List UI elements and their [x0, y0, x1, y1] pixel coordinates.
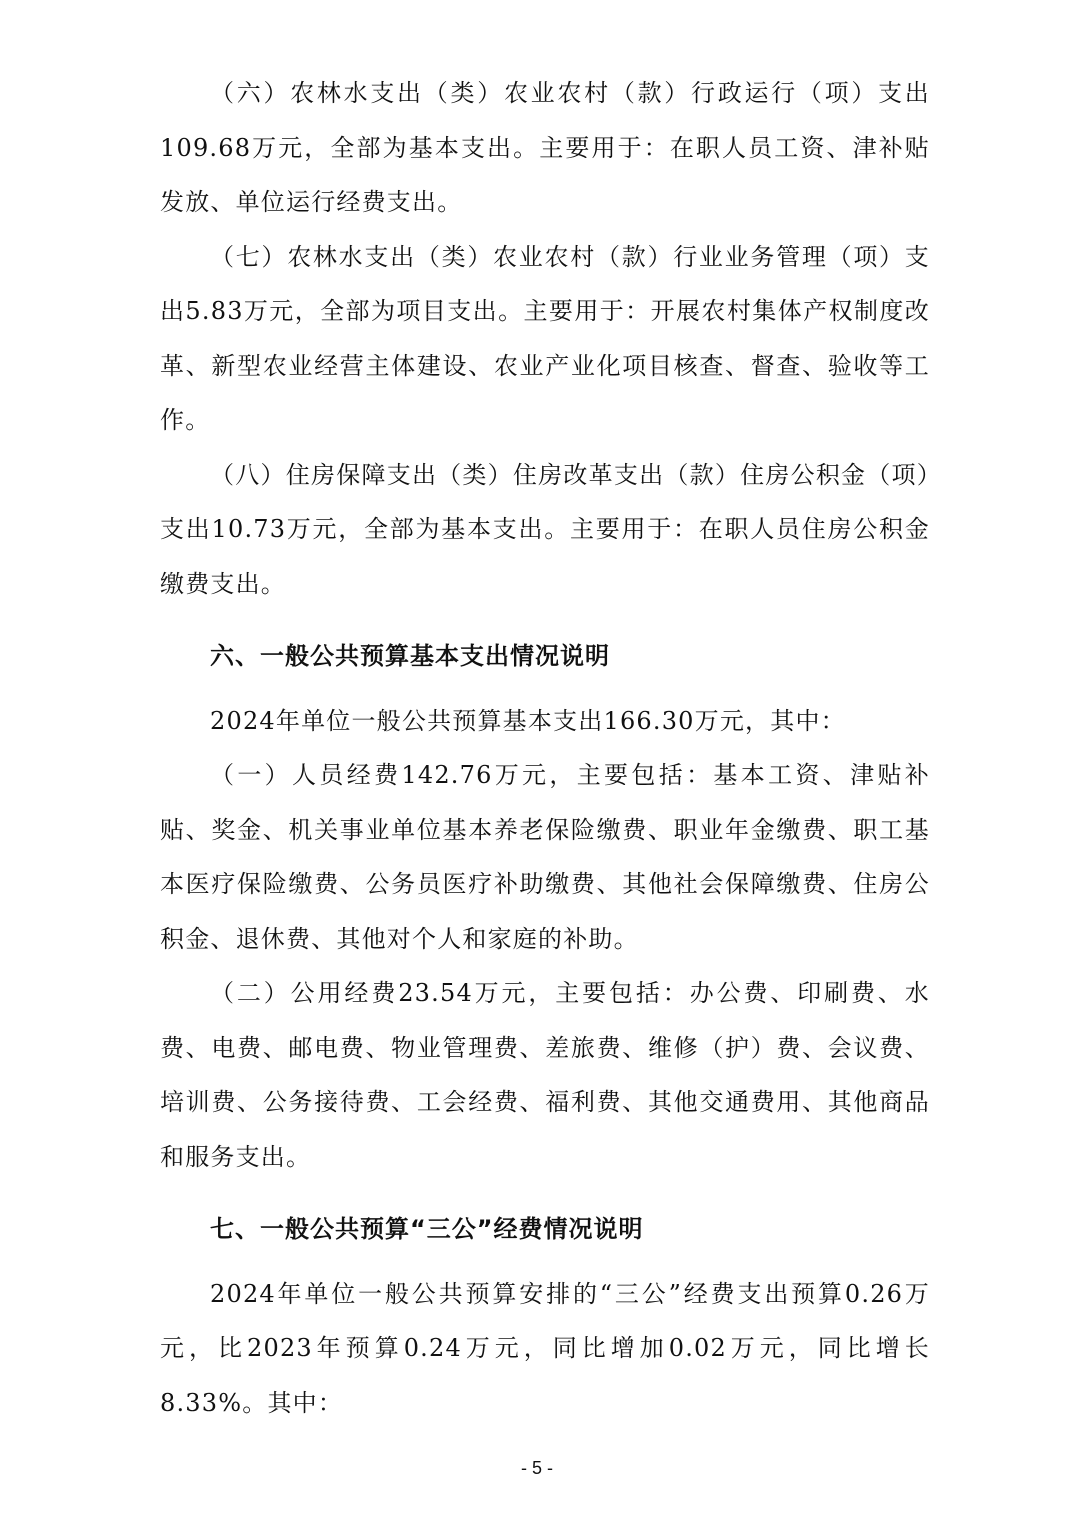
paragraph-basic-expenditure-intro: 2024年单位一般公共预算基本支出166.30万元，其中：: [210, 706, 846, 735]
section-heading-three-public: 七、一般公共预算“三公”经费情况说明: [210, 1215, 644, 1243]
paragraph-personnel-expenses: （一）人员经费142.76万元，主要包括：基本工资、津贴补贴、奖金、机关事业单位基本养老保险缴费、职业年金缴费、职工基本医疗保险缴费、公务员医疗补助缴费、其他社会保障缴费、住房公积金、退休费、其他对个人和家庭的补助。: [160, 761, 930, 953]
paragraph-public-expenses: （二）公用经费23.54万元，主要包括：办公费、印刷费、水费、电费、邮电费、物业管理费、差旅费、维修（护）费、会议费、培训费、公务接待费、工会经费、福利费、其他交通费用、其他商品和服务支出。: [160, 979, 930, 1171]
document-body: [160, 66, 930, 1430]
section-heading-basic-expenditure: 六、一般公共预算基本支出情况说明: [210, 642, 610, 670]
paragraph-housing-fund: （八）住房保障支出（类）住房改革支出（款）住房公积金（项）支出10.73万元，全部为基本支出。主要用于：在职人员住房公积金缴费支出。: [160, 460, 930, 598]
paragraph-three-public-intro: 2024年单位一般公共预算安排的“三公”经费支出预算0.26万元，比2023年预算0.24万元，同比增加0.02万元，同比增长8.33%。其中：: [160, 1279, 930, 1417]
paragraph-agriculture-management: （七）农林水支出（类）农业农村（款）行业业务管理（项）支出5.83万元，全部为项目支出。主要用于：开展农村集体产权制度改革、新型农业经营主体建设、农业产业化项目核查、督查、验收等工作。: [160, 242, 930, 434]
page-number: - 5 -: [520, 1458, 553, 1478]
paragraph-agriculture-admin: （六）农林水支出（类）农业农村（款）行政运行（项）支出109.68万元，全部为基本支出。主要用于：在职人员工资、津补贴发放、单位运行经费支出。: [160, 79, 930, 216]
